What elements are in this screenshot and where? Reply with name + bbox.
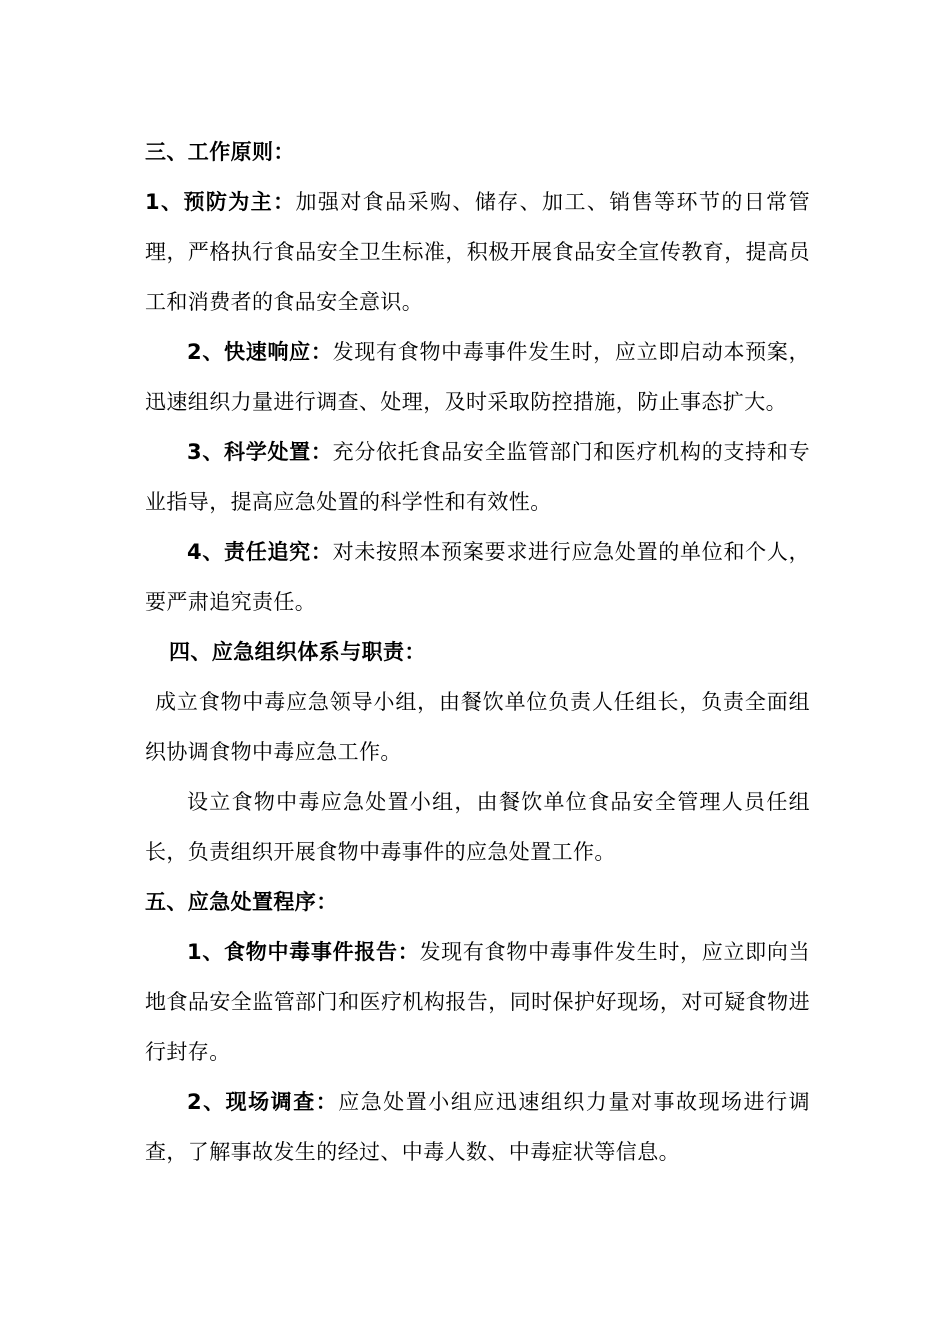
- procedure-item-lead: 2、现场调查：: [187, 1090, 339, 1114]
- principle-item-text: 充分依托食品安全监管部门和医疗机构的支持和专业指导，提高应急处置的科学性和有效性。: [145, 440, 810, 514]
- principle-item-4: [145, 527, 810, 627]
- section-heading-organization: 四、应急组织体系与职责：: [169, 640, 426, 664]
- organization-paragraph-2: 设立食物中毒应急处置小组，由餐饮单位食品安全管理人员任组长，负责组织开展食物中毒事件的应急处置工作。: [145, 790, 810, 864]
- procedure-item-text: 应急处置小组应迅速组织力量对事故现场进行调查，了解事故发生的经过、中毒人数、中毒症状等信息。: [145, 1090, 810, 1164]
- principle-item-lead: 2、快速响应：: [187, 340, 333, 364]
- section-heading-principles: 三、工作原则：: [145, 140, 295, 164]
- procedure-item-1: [145, 927, 810, 1077]
- principle-item-1: [145, 177, 810, 327]
- document-body: [145, 127, 810, 1177]
- procedure-item-text: 发现有食物中毒事件发生时，应立即向当地食品安全监管部门和医疗机构报告，同时保护好现场，对可疑食物进行封存。: [145, 940, 810, 1064]
- principle-item-lead: 4、责任追究：: [187, 540, 333, 564]
- procedure-item-2: [145, 1077, 810, 1177]
- organization-paragraph-1: 成立食物中毒应急领导小组，由餐饮单位负责人任组长，负责全面组织协调食物中毒应急工作。: [145, 690, 810, 764]
- principle-item-lead: 3、科学处置：: [187, 440, 333, 464]
- procedure-item-lead: 1、食物中毒事件报告：: [187, 940, 420, 964]
- principle-item-lead: 1、预防为主：: [145, 190, 296, 214]
- principle-item-text: 对未按照本预案要求进行应急处置的单位和个人，要严肃追究责任。: [145, 540, 810, 614]
- principle-item-text: 发现有食物中毒事件发生时，应立即启动本预案，迅速组织力量进行调查、处理，及时采取防控措施，防止事态扩大。: [145, 340, 810, 414]
- principle-item-2: [145, 327, 810, 427]
- section-heading-procedures: 五、应急处置程序：: [145, 890, 338, 914]
- principle-item-text: 加强对食品采购、储存、加工、销售等环节的日常管理，严格执行食品安全卫生标准，积极开展食品安全宣传教育，提高员工和消费者的食品安全意识。: [145, 190, 810, 314]
- principle-item-3: [145, 427, 810, 527]
